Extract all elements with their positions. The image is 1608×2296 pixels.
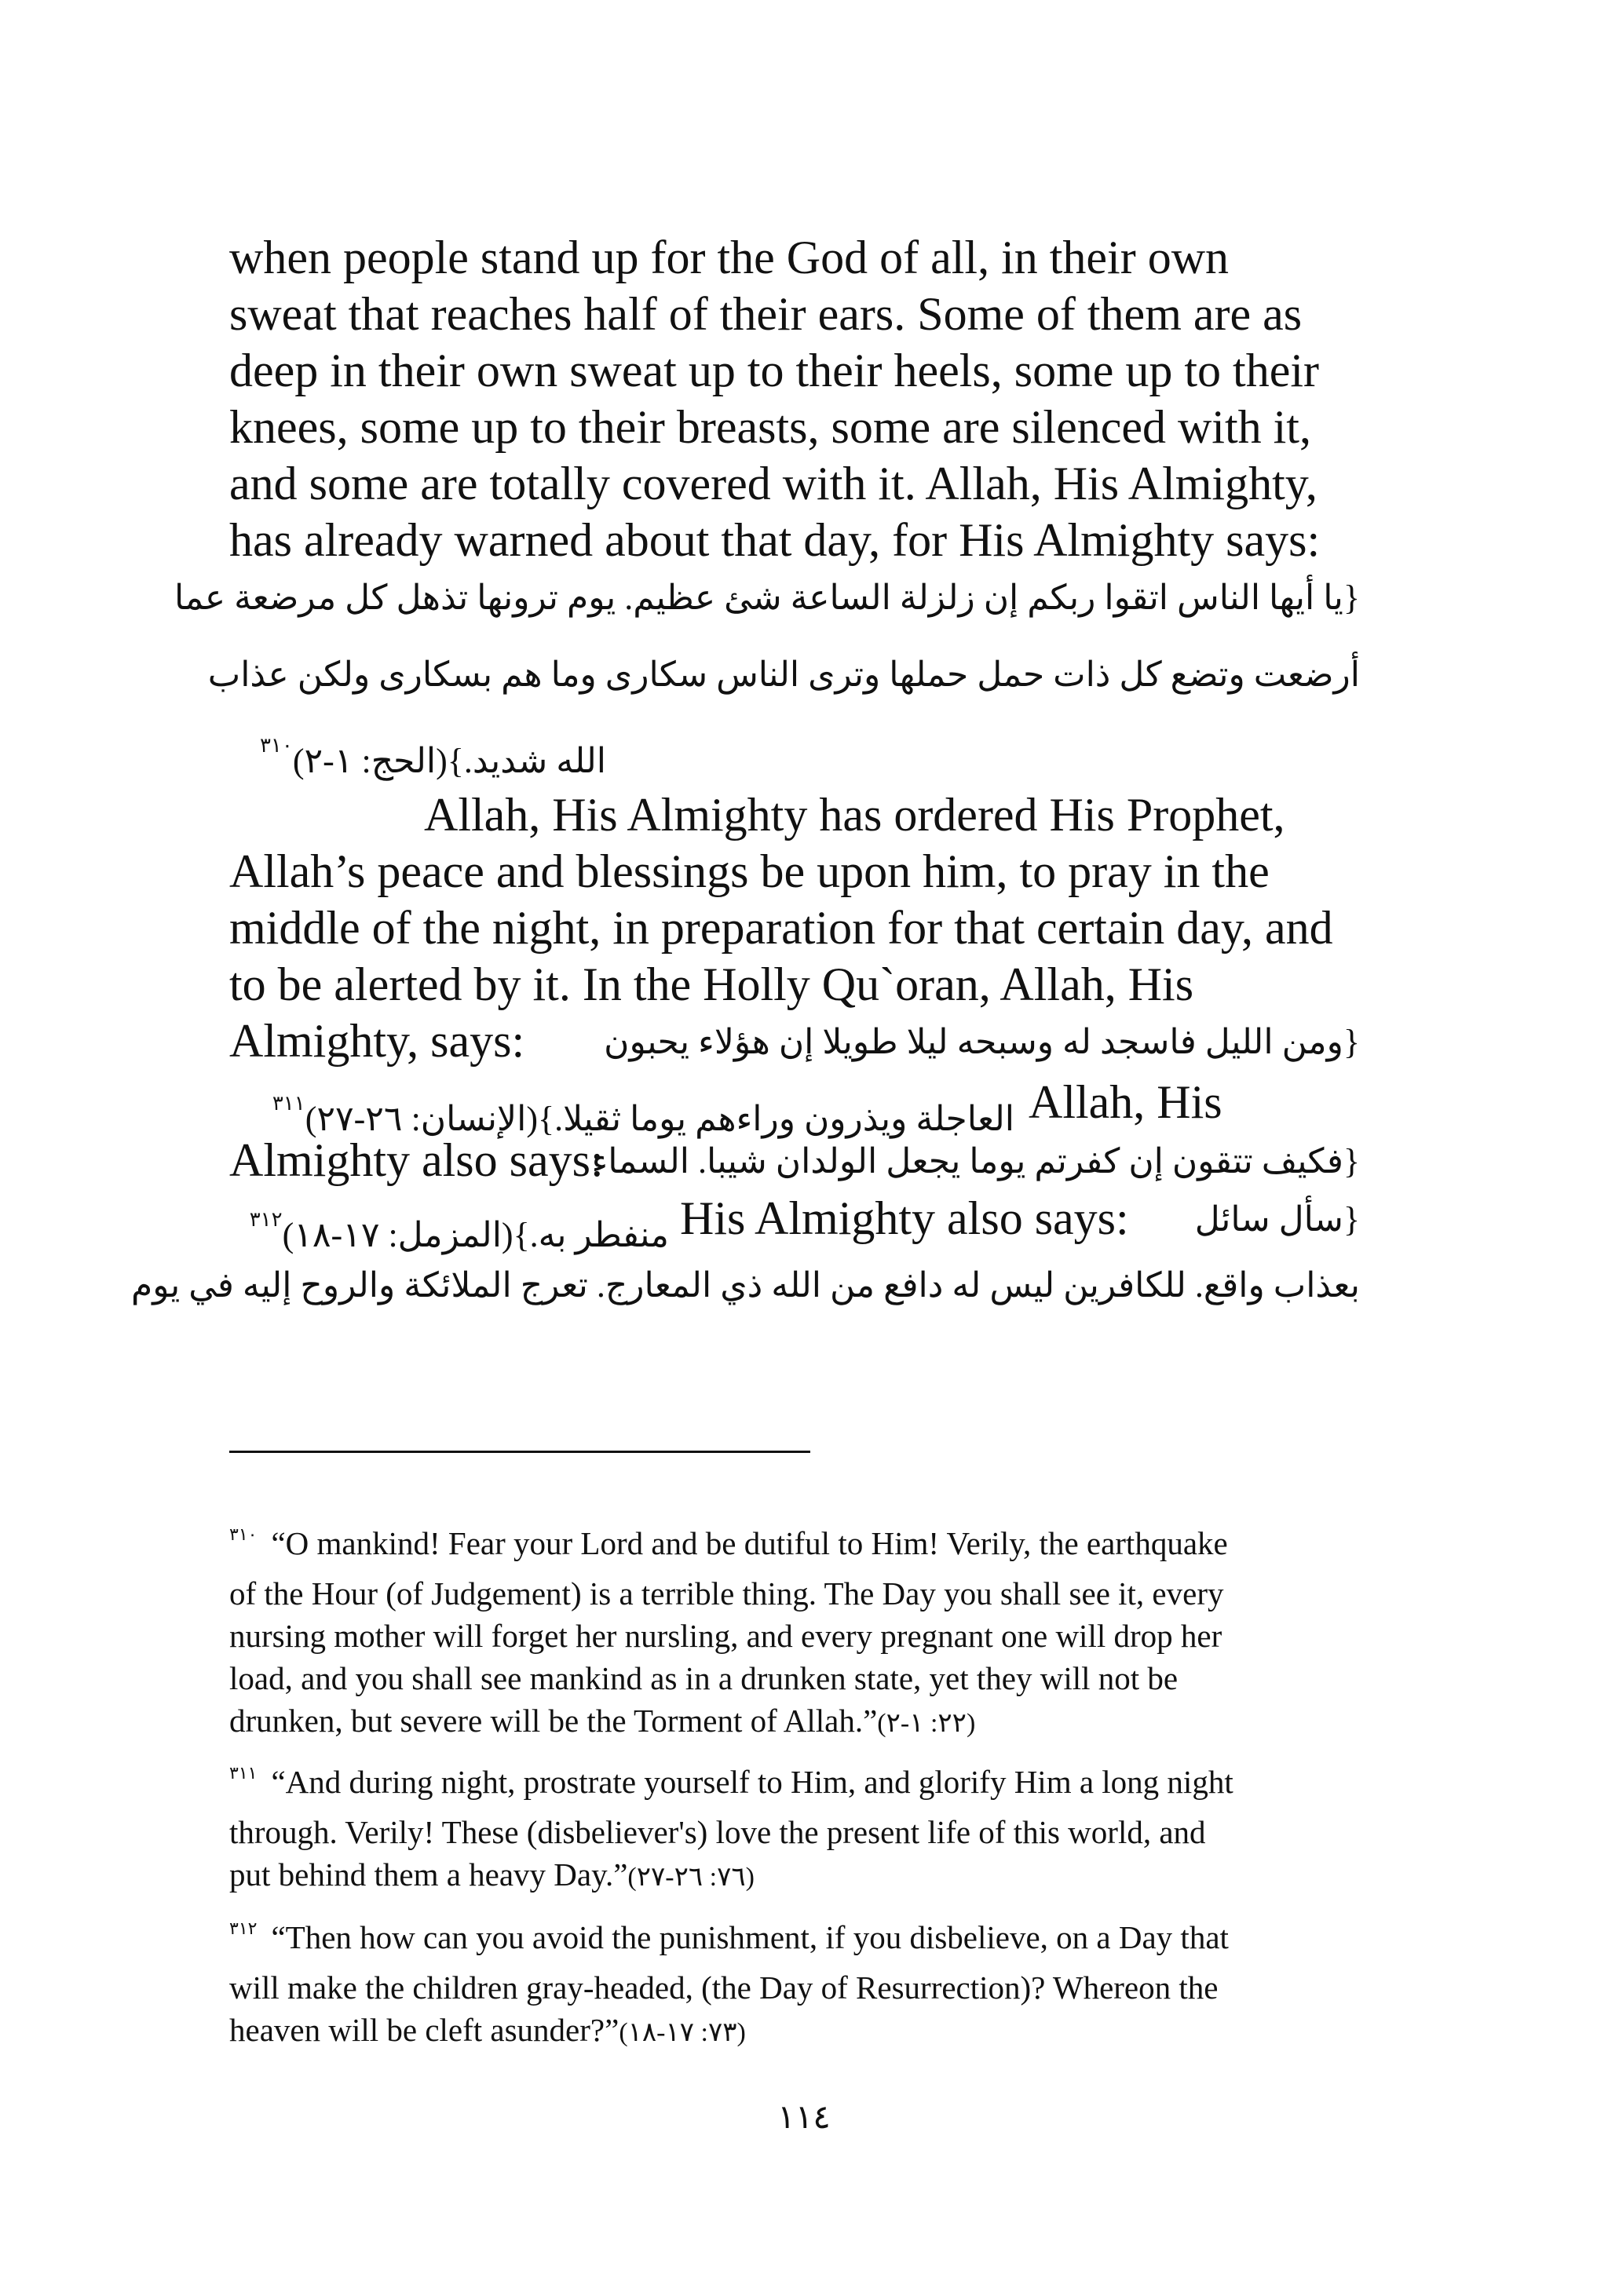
footnote-number: ٣١٠ [229, 1524, 258, 1544]
footnote-text: “O mankind! Fear your Lord and be dutiful to Him! Verily, the earthquake [271, 1525, 1228, 1561]
body-line: middle of the night, in preparation for that certain day, and [229, 902, 1333, 954]
arabic-quote-line: أرضعت وتضع كل ذات حمل حملها وترى الناس سكارى وما هم بسكارى ولكن عذاب [207, 655, 1360, 694]
footnote-line: will make the children gray-headed, (the Day of Resurrection)? Whereon the [229, 1969, 1219, 2006]
body-text: His Almighty also says: [680, 1192, 1129, 1244]
footnote-line: through. Verily! These (disbeliever's) love the present life of this world, and [229, 1814, 1206, 1850]
page-number: ١١٤ [777, 2100, 831, 2136]
footnote-line [229, 1699, 1376, 1745]
body-line: when people stand up for the God of all, in their own [229, 232, 1230, 283]
footnote-number: ٣١١ [229, 1763, 258, 1783]
footnote-separator [229, 1451, 810, 1453]
arabic-quote-text: الله شديد.}(الحج: ١-٢) [292, 742, 606, 780]
footnote-text: put behind them a heavy Day.” [229, 1856, 628, 1893]
arabic-quote-line: {سأل سائل [1194, 1200, 1360, 1239]
footnote-line: of the Hour (of Judgement) is a terrible thing. The Day you shall see it, every [229, 1575, 1224, 1612]
footnote-line: load, and you shall see mankind as in a drunken state, yet they will not be [229, 1660, 1179, 1696]
footnote-text: “And during night, prostrate yourself to Him, and glorify Him a long night [271, 1764, 1233, 1800]
footnote-text: drunken, but severe will be the Torment of Allah.” [229, 1703, 878, 1739]
body-line: and some are totally covered with it. Allah, His Almighty, [229, 458, 1317, 509]
arabic-quote-line: {يا أيها الناس اتقوا ربكم إن زلزلة الساعة شئ عظيم. يوم ترونها تذهل كل مرضعة عما [174, 579, 1360, 617]
footnote [229, 1752, 1376, 1899]
body-text: Almighty also says: [229, 1134, 604, 1186]
arabic-quote-text: العاجلة ويذرون وراءهم يوما ثقيلا.}(الإنسان: ٢٦-٢٧) [305, 1100, 1014, 1138]
body-line: Allah, His Almighty has ordered His Prophet, [424, 789, 1285, 841]
footnote-text: heaven will be cleft asunder?” [229, 2012, 619, 2048]
body-text: Allah, His [1029, 1076, 1222, 1128]
footnote-line [229, 2009, 1376, 2054]
footnote-marker: ٣١١ [272, 1092, 305, 1115]
arabic-quote-text: منفطر به.}(المزمل: ١٧-١٨) [282, 1216, 669, 1254]
footnote [229, 1907, 1376, 2054]
footnote-reference: (٧٦: ٢٦-٢٧) [627, 1863, 755, 1892]
footnote-line [229, 1907, 1376, 1958]
footnote-line [229, 1853, 1376, 1899]
footnote-line [229, 1513, 1376, 1564]
arabic-quote-line: {ومن الليل فاسجد له وسبحه ليلا طويلا إن هؤلاء يحبون [604, 1023, 1360, 1061]
arabic-quote-line [229, 1195, 669, 1261]
footnote-reference: (٢٢: ١-٢) [877, 1709, 976, 1738]
footnote-line [229, 1752, 1376, 1803]
body-line: Allah’s peace and blessings be upon him, to pray in the [229, 845, 1270, 897]
footnote-marker: ٣١٢ [249, 1208, 283, 1231]
arabic-quote-line: {فكيف تتقون إن كفرتم يوما يجعل الولدان شيبا. السماء [591, 1142, 1360, 1181]
footnote-marker: ٣١٠ [259, 734, 293, 757]
footnote-text: “Then how can you avoid the punishment, if you disbelieve, on a Day that [271, 1919, 1229, 1955]
footnote-reference: (٧٣: ١٧-١٨) [619, 2018, 746, 2047]
footnote-line: nursing mother will forget her nursling, and every pregnant one will drop her [229, 1618, 1222, 1654]
body-line: sweat that reaches half of their ears. Some of them are as [229, 288, 1303, 340]
body-line: knees, some up to their breasts, some are silenced with it, [229, 401, 1311, 453]
footnote [229, 1513, 1376, 1745]
body-line: to be alerted by it. In the Holly Qu`oran, Allah, His [229, 958, 1194, 1010]
arabic-quote-line [229, 721, 606, 787]
footnote-number: ٣١٢ [229, 1918, 258, 1938]
body-line: deep in their own sweat up to their heels, some up to their [229, 345, 1319, 396]
body-line: has already warned about that day, for His Almighty says: [229, 514, 1321, 566]
arabic-quote-line: بعذاب واقع. للكافرين ليس له دافع من الله ذي المعارج. تعرج الملائكة والروح إليه في يوم [131, 1266, 1360, 1305]
body-text: Almighty, says: [229, 1015, 525, 1067]
